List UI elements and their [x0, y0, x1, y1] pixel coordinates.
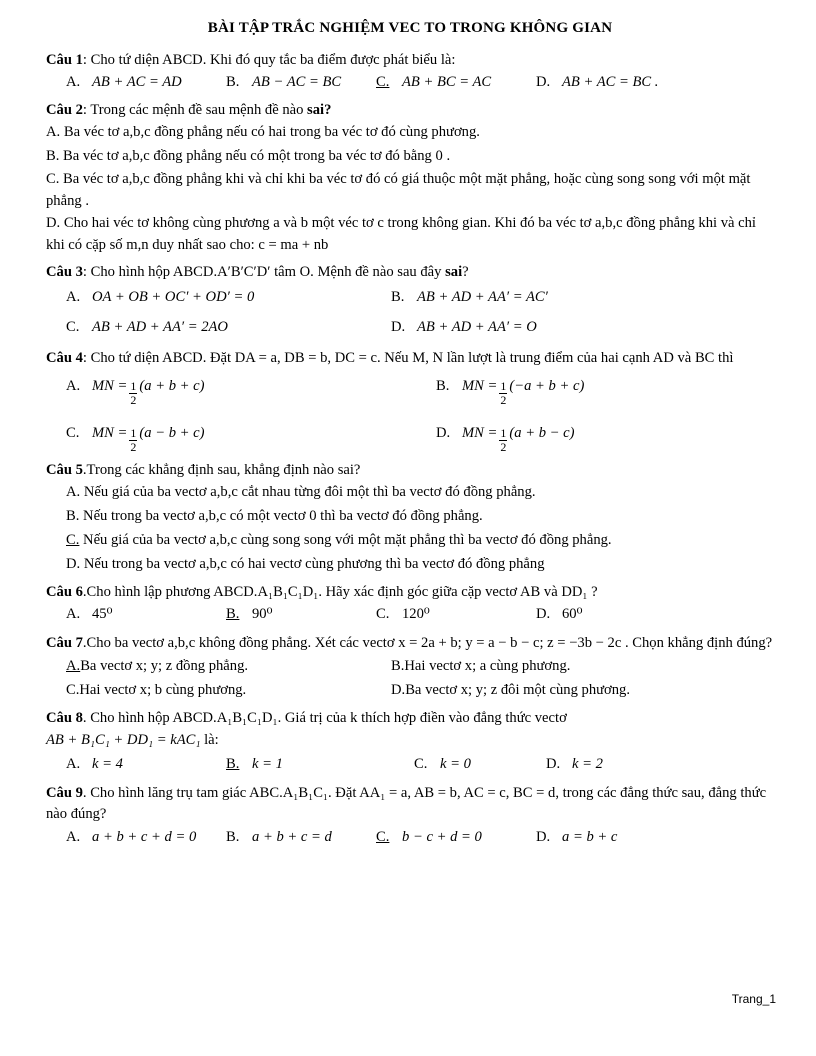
- q3-options-row2: [46, 312, 774, 342]
- option-d[interactable]: D. a = b + c: [536, 829, 618, 845]
- q8-equation: AB + B₁C₁ + DD₁ = kAC₁ là:: [46, 732, 219, 748]
- question-1: [46, 51, 774, 70]
- q4-options-row1: [46, 368, 774, 407]
- option-a[interactable]: A. AB + AC = AD: [66, 74, 182, 90]
- q2-item-d[interactable]: D. Cho hai véc tơ không cùng phương a và b một véc tơ c trong không gian. Khi đó ba véc tơ a,b,c đồng phẳng khi và chỉ khi có cặp số m,n duy nhất sao cho: c = ma + nb: [46, 215, 756, 253]
- page-number: Trang_1: [731, 992, 776, 1006]
- q2-item-c[interactable]: C. Ba véc tơ a,b,c đồng phẳng khi và chỉ khi ba véc tơ đó có giá thuộc một mặt phẳng, hoặc cùng song song với một mặt phẳng .: [46, 171, 751, 209]
- question-emphasis: sai: [445, 264, 463, 280]
- option-b[interactable]: B. 90⁰: [226, 606, 273, 622]
- option-b[interactable]: B. AB + AD + AA′ = AC′: [391, 289, 548, 305]
- option-d[interactable]: D. AB + AD + AA′ = O: [391, 319, 537, 335]
- option-a[interactable]: A. k = 4: [66, 756, 123, 772]
- option-d[interactable]: D. k = 2: [546, 756, 603, 772]
- q3-options-row1: [46, 282, 774, 312]
- question-3: Câu 3: Cho hình hộp ABCD.A′B′C′D′ tâm O. Mệnh đề nào sau đây sai?: [46, 264, 469, 280]
- fraction: $\frac{1}{2}$: [130, 426, 137, 454]
- option-c[interactable]: C. b − c + d = 0: [376, 829, 482, 845]
- option-b[interactable]: B. a + b + c = d: [226, 829, 332, 845]
- question-label: Câu 8: [46, 710, 83, 726]
- q5-item-a[interactable]: A. Nếu giá của ba vectơ a,b,c cắt nhau từng đôi một thì ba vectơ đó đồng phẳng.: [66, 484, 536, 500]
- question-text: . Cho hình lăng trụ tam giác ABC.A₁B₁C₁. Đặt AA₁ = a, AB = b, AC = c, BC = d, trong các đẳng thức sau, đẳng thức nào đúng?: [46, 785, 767, 822]
- question-emphasis: sai?: [307, 102, 332, 118]
- option-c[interactable]: C. k = 0: [414, 756, 471, 772]
- question-label: Câu 3: [46, 264, 83, 280]
- q7-options-row2: [46, 678, 774, 702]
- question-text: .Cho hình lập phương ABCD.A₁B₁C₁D₁. Hãy xác định góc giữa cặp vectơ AB và DD₁ ?: [82, 584, 598, 600]
- option-d[interactable]: D. AB + AC = BC .: [536, 74, 659, 90]
- question-label: Câu 2: [46, 102, 83, 118]
- q7-options-row1: [46, 654, 774, 678]
- option-d[interactable]: D. Ba vectơ x; y; z đôi một cùng phương.: [391, 682, 630, 698]
- option-a[interactable]: A. 45⁰: [66, 606, 113, 622]
- question-text: .Trong các khẳng định sau, khẳng định nào sai?: [82, 462, 361, 478]
- question-6: [46, 583, 774, 602]
- fraction: $\frac{1}{2}$: [500, 426, 507, 454]
- option-a[interactable]: A. a + b + c + d = 0: [66, 829, 197, 845]
- question-5: [46, 461, 774, 480]
- question-text: : Cho hình hộp ABCD.A′B′C′D′ tâm O. Mệnh đề nào sau đây: [82, 264, 446, 280]
- question-label: Câu 6: [46, 584, 83, 600]
- question-7: [46, 633, 774, 654]
- option-c[interactable]: C. AB + AD + AA′ = 2AO: [66, 319, 228, 335]
- q2-item-a[interactable]: A. Ba véc tơ a,b,c đồng phẳng nếu có hai trong ba véc tơ đó cùng phương.: [46, 124, 480, 140]
- option-a[interactable]: A. OA + OB + OC′ + OD′ = 0: [66, 289, 255, 305]
- option-c[interactable]: C. MN = $\frac{1}{2}$ (a − b + c): [66, 425, 205, 454]
- question-label: Câu 5: [46, 462, 83, 478]
- question-9: [46, 783, 774, 825]
- question-text: : Cho tứ diện ABCD. Đặt DA = a, DB = b, DC = c. Nếu M, N lần lượt là trung điểm của hai cạnh AD và BC thì: [82, 350, 734, 366]
- option-a[interactable]: A. MN = $\frac{1}{2}$ (a + b + c): [66, 378, 205, 407]
- option-d[interactable]: D. 60⁰: [536, 606, 583, 622]
- question-label: Câu 9: [46, 785, 83, 801]
- question-label: Câu 4: [46, 350, 83, 366]
- option-b[interactable]: B. MN = $\frac{1}{2}$ (−a + b + c): [436, 378, 585, 407]
- q9-options: [46, 825, 774, 849]
- question-label: Câu 1: [46, 52, 83, 68]
- question-text: . Cho hình hộp ABCD.A₁B₁C₁D₁. Giá trị của k thích hợp điền vào đẳng thức vectơ: [82, 710, 567, 726]
- option-c[interactable]: C. Hai vectơ x; b cùng phương.: [66, 682, 247, 698]
- q6-options: [46, 602, 774, 626]
- page-title: BÀI TẬP TRẮC NGHIỆM VEC TO TRONG KHÔNG GIAN: [207, 20, 613, 36]
- option-b[interactable]: B. AB − AC = BC: [226, 74, 342, 90]
- question-text: .Cho ba vectơ a,b,c không đồng phẳng. Xét các vectơ x = 2a + b; y = a − b − c; z = −3b − 2c . Chọn khẳng định đúng?: [82, 635, 773, 651]
- option-b[interactable]: B. k = 1: [226, 756, 283, 772]
- q8-options: [46, 752, 774, 776]
- option-b[interactable]: B. Hai vectơ x; a cùng phương.: [391, 658, 571, 674]
- q5-item-c[interactable]: C. Nếu giá của ba vectơ a,b,c cùng song song với một mặt phẳng thì ba vectơ đó đồng phẳng.: [66, 532, 612, 548]
- question-2: [46, 101, 774, 120]
- question-text: : Trong các mệnh đề sau mệnh đề nào: [82, 102, 308, 118]
- fraction: $\frac{1}{2}$: [130, 379, 137, 407]
- q1-options: [46, 70, 774, 94]
- option-a[interactable]: A. Ba vectơ x; y; z đồng phẳng.: [66, 658, 249, 674]
- fraction: $\frac{1}{2}$: [500, 379, 507, 407]
- question-4: [46, 349, 774, 368]
- q5-item-d[interactable]: D. Nếu trong ba vectơ a,b,c có hai vectơ cùng phương thì ba vectơ đó đồng phẳng: [66, 556, 545, 572]
- option-c[interactable]: C. AB + BC = AC: [376, 74, 492, 90]
- q4-options-row2: [46, 415, 774, 454]
- q5-item-b[interactable]: B. Nếu trong ba vectơ a,b,c có một vectơ 0 thì ba vectơ đó đồng phẳng.: [66, 508, 483, 524]
- question-8: [46, 709, 774, 728]
- q2-item-b[interactable]: B. Ba véc tơ a,b,c đồng phẳng nếu có một trong ba véc tơ đó bằng 0 .: [46, 148, 451, 164]
- option-c[interactable]: C. 120⁰: [376, 606, 430, 622]
- question-label: Câu 7: [46, 635, 83, 651]
- question-text: : Cho tứ diện ABCD. Khi đó quy tắc ba điểm được phát biểu là:: [82, 52, 456, 68]
- option-d[interactable]: D. MN = $\frac{1}{2}$ (a + b − c): [436, 425, 575, 454]
